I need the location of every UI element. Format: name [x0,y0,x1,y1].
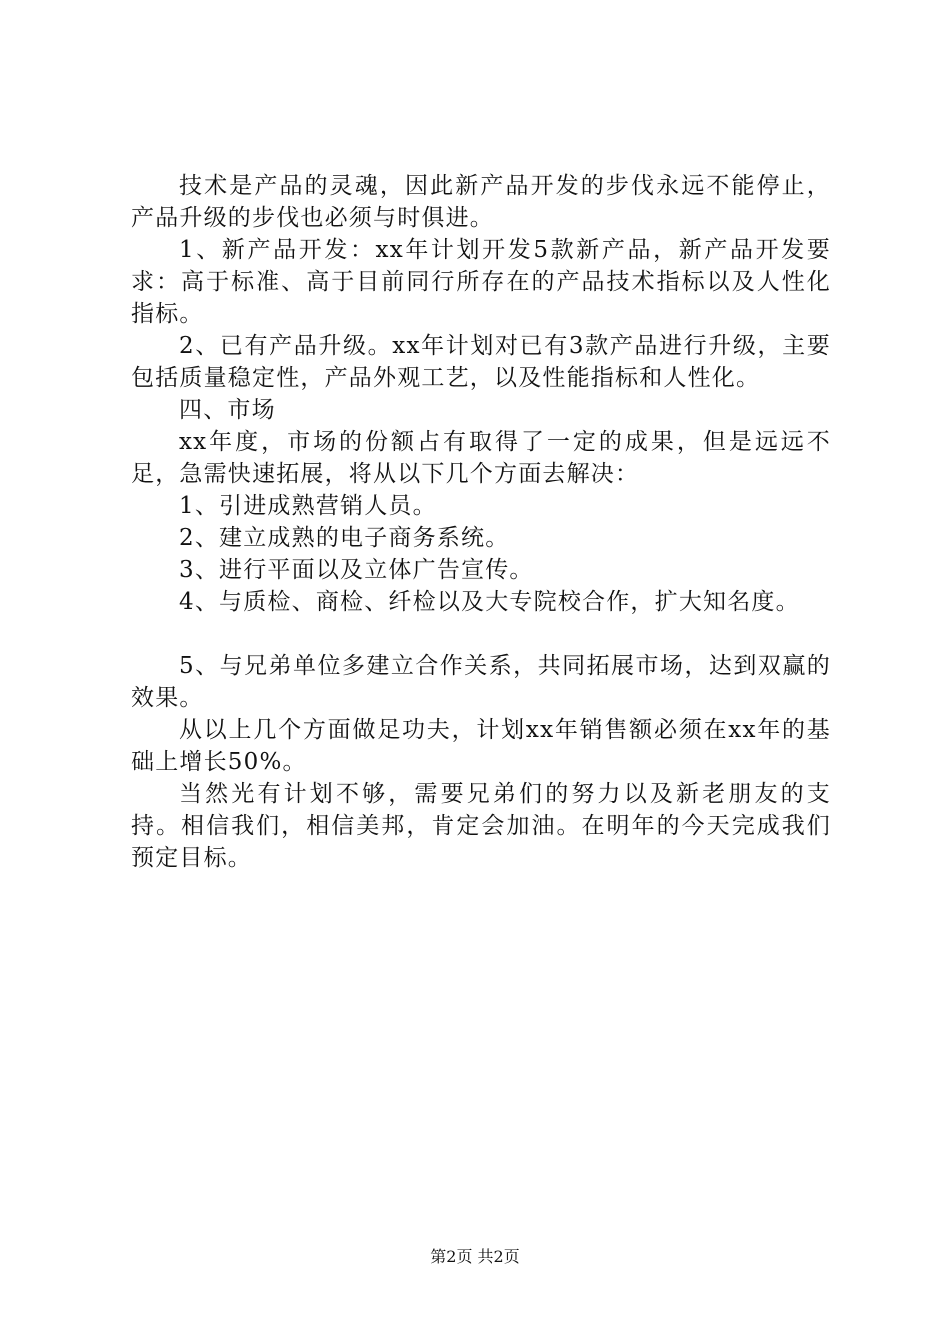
page-footer: 第2页 共2页 [430,1247,520,1266]
paragraph-new-product-development: 1、新产品开发：xx年计划开发5款新产品，新产品开发要求：高于标准、高于目前同行所存在的产品技术指标以及人性化指标。 [131,237,831,327]
paragraph-technology-intro: 技术是产品的灵魂，因此新产品开发的步伐永远不能停止，产品升级的步伐也必须与时俱进。 [131,173,831,231]
paragraph-sales-target: 从以上几个方面做足功夫，计划xx年销售额必须在xx年的基础上增长50%。 [131,717,831,775]
list-item-cooperation: 4、与质检、商检、纤检以及大专院校合作，扩大知名度。 [179,589,800,615]
paragraph-market-status: xx年度，市场的份额占有取得了一定的成果，但是远远不足，急需快速拓展，将从以下几个方面去解决： [131,429,831,487]
paragraph-product-upgrade: 2、已有产品升级。xx年计划对已有3款产品进行升级，主要包括质量稳定性，产品外观工艺，以及性能指标和人性化。 [131,333,831,391]
paragraph-closing: 当然光有计划不够，需要兄弟们的努力以及新老朋友的支持。相信我们，相信美邦，肯定会加油。在明年的今天完成我们预定目标。 [131,781,831,871]
list-item-marketing-staff: 1、引进成熟营销人员。 [179,493,437,519]
section-heading-market: 四、市场 [179,397,276,423]
list-item-advertising: 3、进行平面以及立体广告宣传。 [179,557,534,583]
document-body [131,170,831,874]
list-item-partner-units: 5、与兄弟单位多建立合作关系，共同拓展市场，达到双赢的效果。 [131,653,831,711]
list-item-ecommerce-system: 2、建立成熟的电子商务系统。 [179,525,510,551]
